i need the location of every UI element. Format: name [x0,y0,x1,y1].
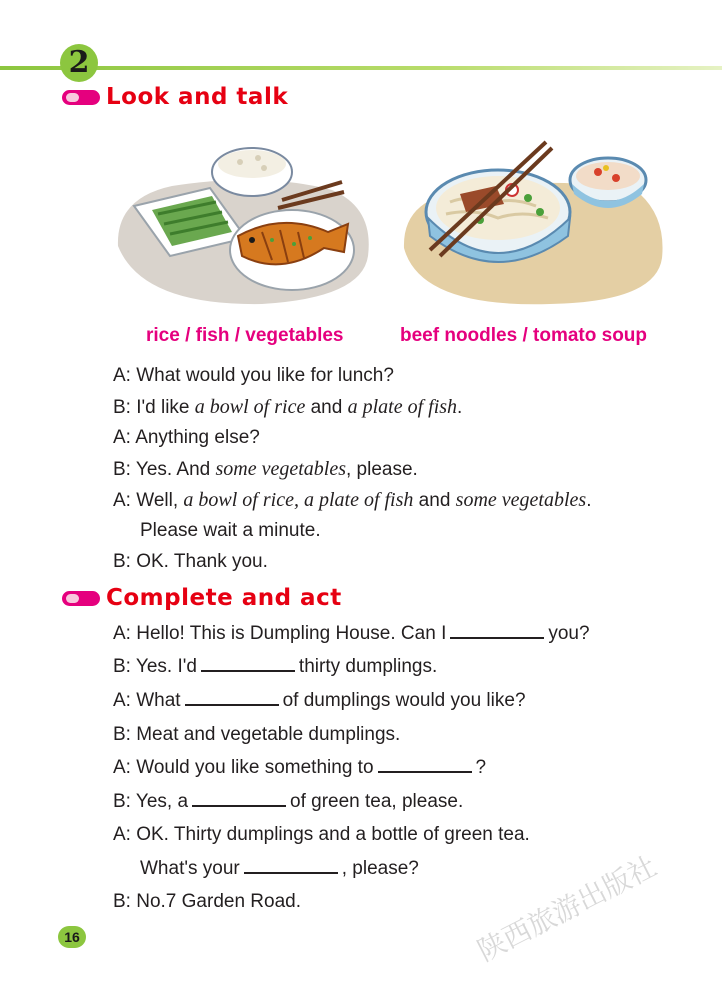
dialogue-line [113,690,526,712]
section-title-look-and-talk: Look and talk [106,84,289,110]
dialogue-line [113,724,400,746]
dialogue-text: Meat and vegetable dumplings. [136,724,401,745]
dialogue-line [113,623,590,645]
lesson-number-badge: 2 [60,44,98,82]
dialogue-line [113,427,260,449]
dialogue-text: No.7 Garden Road. [136,891,301,912]
answer-blank [378,757,472,773]
dialogue-text: OK. Thirty dumplings and a bottle of green tea. [136,824,530,845]
speaker-label: A: [113,824,137,845]
pill-icon [62,591,100,606]
speaker-label: B: [113,551,137,572]
section-title-complete-and-act: Complete and act [106,585,342,611]
dialogue-text: , please? [341,858,419,879]
dialogue-text: Yes. And [135,459,216,480]
answer-blank [450,623,544,639]
dialogue-text: OK. Thank you. [136,551,268,572]
dialogue-text: What would you like for lunch? [136,365,394,386]
dialogue-text: Well, [136,490,184,511]
dialogue-line [113,551,268,573]
speaker-label: B: [113,891,137,912]
dialogue-line [113,791,463,813]
answer-blank [192,791,286,807]
dialogue-text: What [136,690,181,711]
dialogue-line [113,489,591,512]
speaker-label: B: [113,724,137,745]
speaker-label: A: [113,365,137,386]
dialogue-text: Yes. I'd [135,656,197,677]
speaker-label: A: [113,757,137,778]
dialogue-line [113,396,462,419]
dialogue-text: of dumplings would you like? [282,690,526,711]
food-phrase: a bowl of rice [194,396,306,418]
speaker-label: A: [113,490,137,511]
dialogue-text: . [457,397,463,418]
dialogue-text: What's your [140,858,240,879]
food-phrase: a bowl of rice, a plate of fish [183,489,414,511]
answer-blank [244,858,338,874]
dialogue-text: ? [475,757,487,778]
dialogue-line [140,520,321,542]
speaker-label: A: [113,690,137,711]
dialogue-text: and [413,490,456,511]
dialogue-text: of green tea, please. [290,791,464,812]
dialogue-text: you? [548,623,590,644]
rice-fish-vegetables-illustration [112,128,374,308]
speaker-label: B: [113,459,136,480]
page-number: 16 [58,926,86,948]
dialogue-text: Yes, a [135,791,189,812]
food-phrase: some vegetables [215,458,346,480]
speaker-label: A: [113,623,137,644]
dialogue-line [113,458,418,481]
dialogue-text: Please wait a minute. [140,520,321,541]
dialogue-line [113,757,486,779]
dialogue-text: . [586,490,592,511]
section-complete-and-act-header [62,585,342,611]
dialogue-text: Would you like something to [136,757,374,778]
dialogue-line [113,365,394,387]
caption-beef-noodles-tomato-soup: beef noodles / tomato soup [400,325,648,346]
header-rule [0,66,722,70]
answer-blank [201,656,295,672]
food-phrase: some vegetables [455,489,587,511]
speaker-label: A: [113,427,136,448]
beef-noodles-tomato-soup-illustration [400,138,666,308]
dialogue-line [140,858,419,880]
dialogue-text: thirty dumplings. [298,656,438,677]
pill-icon [62,90,100,105]
dialogue-text: Anything else? [135,427,260,448]
speaker-label: B: [113,791,136,812]
dialogue-text: and [305,397,348,418]
dialogue-line [113,891,301,913]
caption-rice-fish-vegetables: rice / fish / vegetables [146,325,344,346]
speaker-label: B: [113,656,136,677]
food-phrase: a plate of fish [347,396,458,418]
section-look-and-talk-header [62,84,288,110]
dialogue-line [113,824,530,846]
dialogue-text: Hello! This is Dumpling House. Can I [136,623,447,644]
speaker-label: B: [113,397,137,418]
dialogue-line [113,656,437,678]
dialogue-text: , please. [346,459,418,480]
answer-blank [185,690,279,706]
dialogue-text: I'd like [136,397,195,418]
publisher-watermark: 陕西旅游出版社 [472,849,662,968]
